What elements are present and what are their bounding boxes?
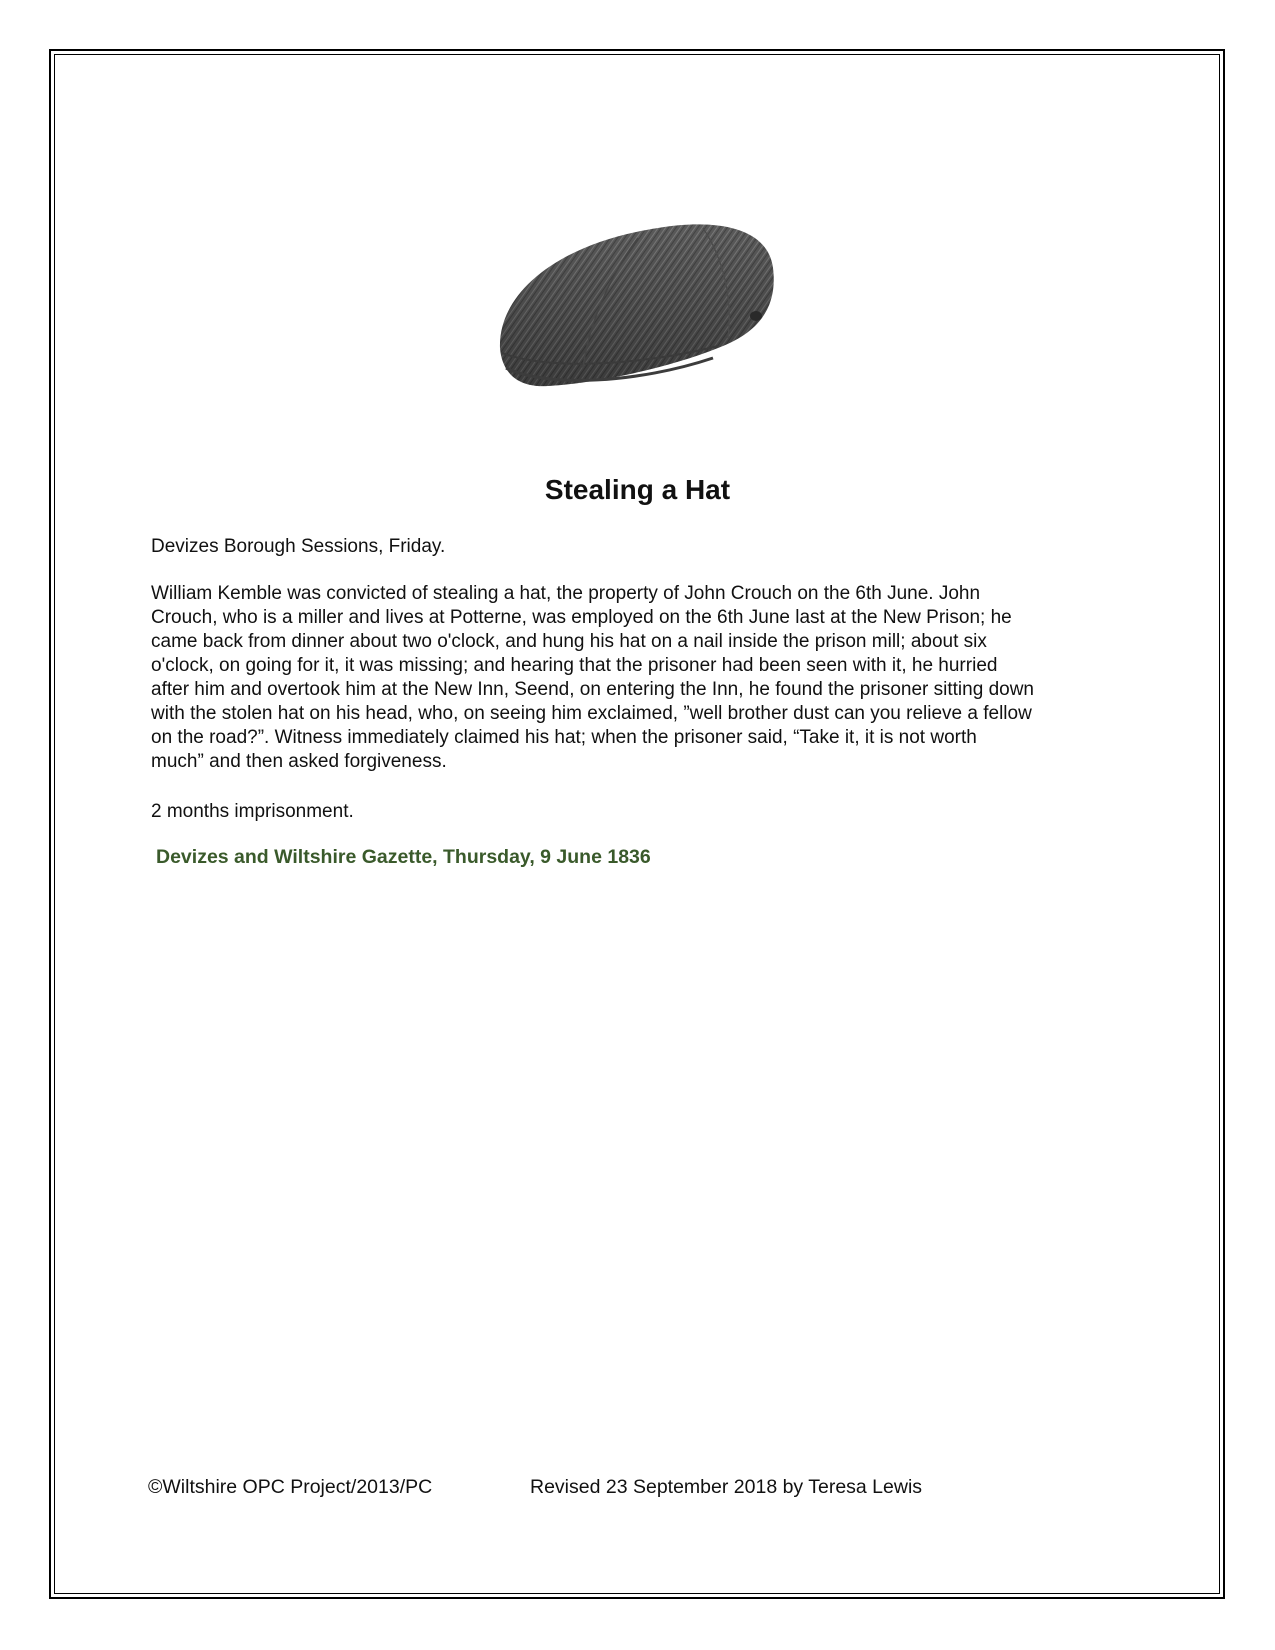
body-line: o'clock, on going for it, it was missing; and hearing that the prisoner had been seen with it, he hurried <box>151 655 998 676</box>
body-line: Crouch, who is a miller and lives at Potterne, was employed on the 6th June last at the New Prison; he <box>151 607 1012 628</box>
footer-revised: Revised 23 September 2018 by Teresa Lewis <box>530 1476 923 1498</box>
body-line: William Kemble was convicted of stealing a hat, the property of John Crouch on the 6th June. John <box>151 583 981 604</box>
body-line: after him and overtook him at the New Inn, Seend, on entering the Inn, he found the prisoner sitting down <box>151 679 1034 700</box>
footer-copyright: ©Wiltshire OPC Project/2013/PC <box>148 1476 433 1498</box>
page-title: Stealing a Hat <box>544 474 731 505</box>
source-citation: Devizes and Wiltshire Gazette, Thursday, 9 June 1836 <box>156 846 651 868</box>
body-line: on the road?”. Witness immediately claimed his hat; when the prisoner said, “Take it, it is not worth <box>151 727 977 748</box>
cap-side-button <box>750 311 762 321</box>
body-line: much” and then asked forgiveness. <box>151 751 447 772</box>
flat-cap-image <box>488 198 788 403</box>
body-line: with the stolen hat on his head, who, on seeing him exclaimed, ”well brother dust can you relieve a fellow <box>151 703 1032 724</box>
body-paragraph <box>151 582 1141 774</box>
sentence-line: 2 months imprisonment. <box>151 801 354 822</box>
session-line: Devizes Borough Sessions, Friday. <box>151 536 446 557</box>
body-line: came back from dinner about two o'clock, and hung his hat on a nail inside the prison mill; about six <box>151 631 987 652</box>
